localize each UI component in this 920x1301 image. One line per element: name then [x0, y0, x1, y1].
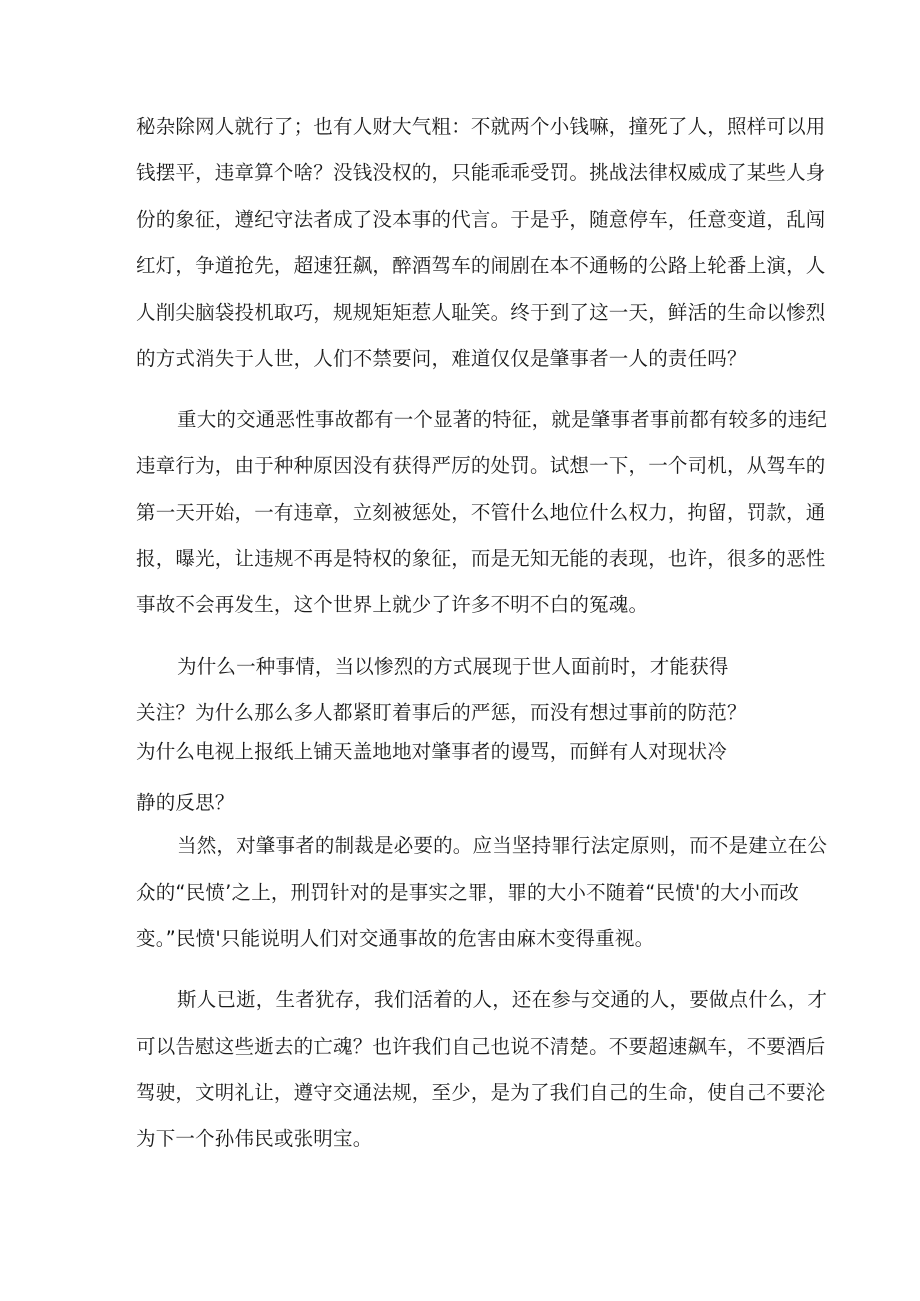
text-line: 报，曝光，让违规不再是特权的象征，而是无知无能的表现，也许，很多的恶性 — [136, 547, 826, 570]
text-line: 当然，对肇事者的制裁是必要的。应当坚持罪行法定原则，而不是建立在公 — [177, 834, 828, 857]
text-line: 为什么电视上报纸上铺天盖地地对肇事者的谩骂，而鲜有人对现状冷 — [136, 740, 728, 763]
text-line: 事故不会再发生，这个世界上就少了许多不明不白的冤魂。 — [136, 593, 649, 616]
text-line: 重大的交通恶性事故都有一个显著的特征，就是肇事者事前都有较多的违纪 — [177, 408, 828, 431]
text-line: 第一天开始，一有违章，立刻被惩处，不管什么地位什么权力，拘留，罚款，通 — [136, 501, 826, 524]
text-line: 秘杂除网人就行了；也有人财大气粗：不就两个小钱嘛，撞死了人，照样可以用 — [136, 115, 826, 138]
text-line: 众的“民愤’之上，刑罚针对的是事实之罪，罪的大小不随着“民愤'的大小而改 — [136, 881, 799, 904]
text-line: 斯人已逝，生者犹存，我们活着的人，还在参与交通的人，要做点什么，才 — [177, 988, 828, 1011]
text-line: 为下一个孙伟民或张明宝。 — [136, 1127, 373, 1150]
text-line: 红灯，争道抢先，超速狂飙，醉酒驾车的闹剧在本不通畅的公路上轮番上演，人 — [136, 254, 826, 277]
text-line: 份的象征，遵纪守法者成了没本事的代言。于是乎，随意停车，任意变道，乱闯 — [136, 208, 826, 231]
text-line: 静的反思？ — [136, 791, 235, 814]
text-line: 可以告慰这些逝去的亡魂？也许我们自己也说不清楚。不要超速飙车，不要酒后 — [136, 1035, 826, 1058]
text-line: 为什么一种事情，当以惨烈的方式展现于世人面前时，才能获得 — [177, 655, 729, 678]
text-line: 违章行为，由于种种原因没有获得严厉的处罚。试想一下，一个司机，从驾车的 — [136, 454, 826, 477]
text-line: 变。”民愤'只能说明人们对交通事故的危害由麻木变得重视。 — [136, 927, 655, 950]
text-line: 驾驶，文明礼让，遵守交通法规，至少，是为了我们自己的生命，使自己不要沦 — [136, 1081, 826, 1104]
text-line: 人削尖脑袋投机取巧，规规矩矩惹人耻笑。终于到了这一天，鲜活的生命以惨烈 — [136, 301, 826, 324]
text-line: 钱摆平，违章算个啥？没钱没权的，只能乖乖受罚。挑战法律权威成了某些人身 — [136, 161, 826, 184]
text-line: 的方式消失于人世，人们不禁要问，难道仅仅是肇事者一人的责任吗？ — [136, 347, 747, 370]
text-line: 关注？为什么那么多人都紧盯着事后的严惩，而没有想过事前的防范？ — [136, 701, 747, 724]
